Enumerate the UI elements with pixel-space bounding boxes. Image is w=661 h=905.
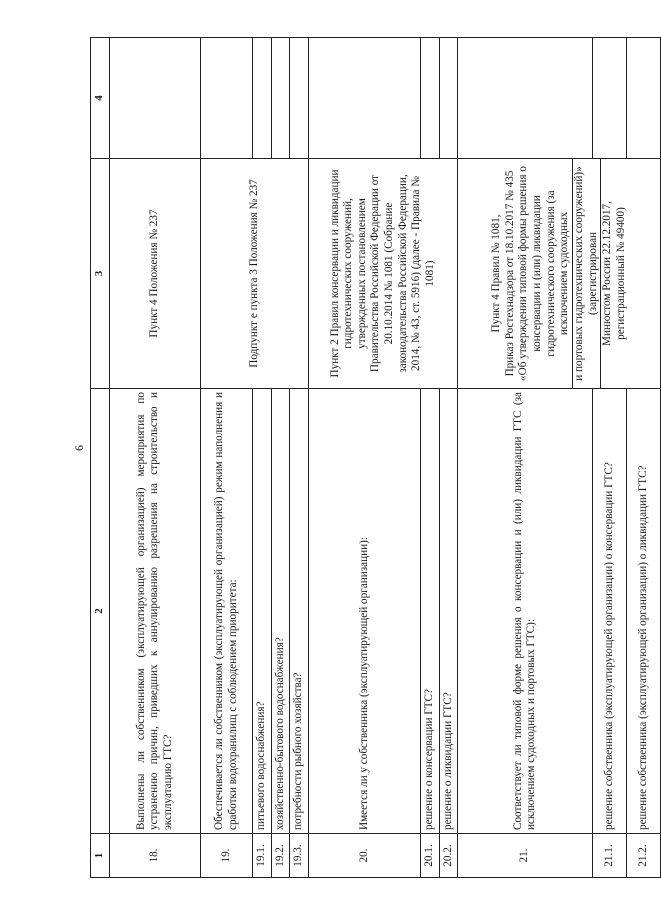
requirement-cell: Пункт 2 Правил консервации и ликвидации гидротехнических сооружений, утвержденных постановлением Правительства Российской Федерации от 20.10.2014 № 1081 (Собрание законодательства Российской Федерации, 2014, № 43, ст. 5916) (далее - Правила № 1081) <box>308 159 457 389</box>
question-cell: Обеспечивается ли собственником (эксплуатирующей организацией) режим наполнения и сработки водохранилищ с соблюдением приоритета: <box>201 389 253 834</box>
notes-cell <box>420 38 439 159</box>
notes-cell <box>627 38 661 159</box>
checklist-table <box>90 37 661 878</box>
row-number: 19.2. <box>271 834 290 878</box>
question-cell: Имеется ли у собственника (эксплуатирующей организации): <box>308 389 420 834</box>
rotated-table-wrapper <box>90 37 661 878</box>
question-cell: Соответствует ли типовой форме решения о консервации и (или) ликвидации ГТС (за исключением судоходных и портовых ГТС): <box>458 389 593 834</box>
row-number: 20. <box>308 834 420 878</box>
table-row <box>110 38 201 878</box>
row-number: 19.1. <box>253 834 272 878</box>
table-row <box>308 38 420 878</box>
row-number: 19.3. <box>290 834 309 878</box>
question-cell: Выполнены ли собственником (эксплуатирующей организацией) мероприятия по устранению причин, приведших к аннулированию разрешения на строительство и эксплуатацию ГТС? <box>110 389 201 834</box>
question-cell: решение собственника (эксплуатирующей организации) о ликвидации ГТС? <box>627 389 661 834</box>
notes-cell <box>110 38 201 159</box>
notes-cell <box>253 38 272 159</box>
header-col-2: 2 <box>91 389 110 834</box>
table-row <box>458 38 593 878</box>
row-number: 20.1. <box>420 834 439 878</box>
header-row <box>91 38 110 878</box>
requirement-cell <box>458 159 661 389</box>
notes-cell <box>290 38 309 159</box>
requirement-line: и портовых гидротехнических сооружений)» (зарегистрирован <box>572 159 600 388</box>
notes-cell <box>308 38 420 159</box>
question-cell: хозяйственно-бытового водоснабжения? <box>271 389 290 834</box>
question-cell: решение о ликвидации ГТС? <box>439 389 458 834</box>
row-number: 19. <box>201 834 253 878</box>
notes-cell <box>271 38 290 159</box>
table-row <box>201 38 253 878</box>
requirement-line: Пункт 4 Правил № 1081, <box>490 214 502 333</box>
notes-cell <box>593 38 627 159</box>
requirement-line: Минюстом России 22.12.2017, регистрационный № 49400) <box>600 159 628 388</box>
header-col-4: 4 <box>91 38 110 159</box>
row-number: 21.2. <box>627 834 661 878</box>
question-cell: решение собственника (эксплуатирующей организации) о консервации ГТС? <box>593 389 627 834</box>
row-number: 20.2. <box>439 834 458 878</box>
row-number: 21. <box>458 834 593 878</box>
notes-cell <box>439 38 458 159</box>
row-number: 21.1. <box>593 834 627 878</box>
notes-cell <box>201 38 253 159</box>
header-col-3: 3 <box>91 159 110 389</box>
page-number: 6 <box>72 445 86 451</box>
question-cell: потребности рыбного хозяйства? <box>290 389 309 834</box>
header-col-1: 1 <box>91 834 110 878</box>
requirement-line: Приказ Ростехнадзора от 18.10.2017 № 435 «Об утверждении типовой формы решения о консервации и (или) ликвидации гидротехнического сооружения (за исключением судоходных <box>503 166 571 381</box>
requirement-cell: Подпункт е пункта 3 Положения № 237 <box>201 159 309 389</box>
question-cell: питьевого водоснабжения? <box>253 389 272 834</box>
requirement-cell: Пункт 4 Положения № 237 <box>110 159 201 389</box>
notes-cell <box>458 38 593 159</box>
question-cell: решение о консервации ГТС? <box>420 389 439 834</box>
row-number: 18. <box>110 834 201 878</box>
